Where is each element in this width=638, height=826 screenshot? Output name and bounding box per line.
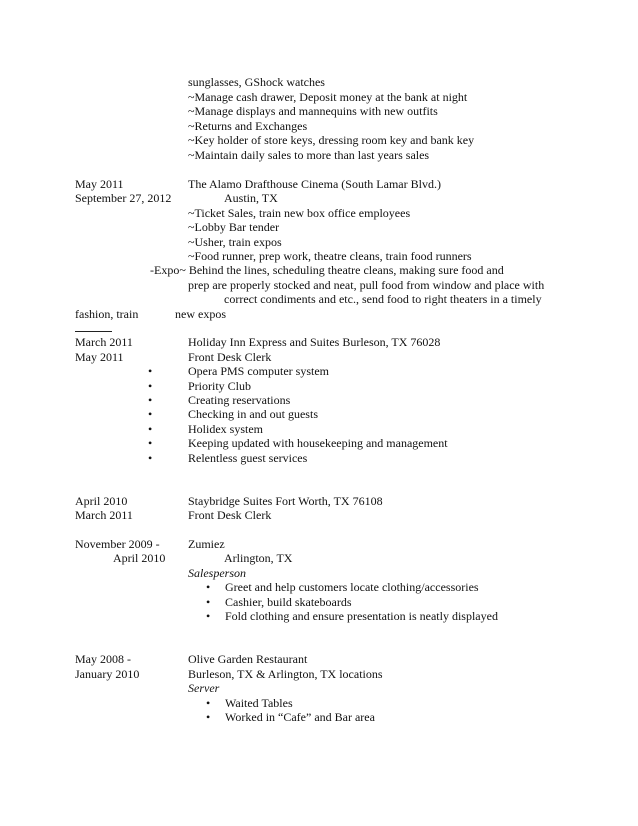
section-divider <box>75 331 112 332</box>
bullet-icon: • <box>206 609 211 623</box>
zumiez-item: Fold clothing and ensure presentation is neatly displayed <box>225 609 498 623</box>
bullet-icon: • <box>148 436 153 450</box>
olive-date-start: May 2008 - <box>75 652 131 666</box>
alamo-duty: ~Ticket Sales, train new box office employees <box>188 206 411 220</box>
bullet-icon: • <box>148 393 153 407</box>
zumiez-employer: Zumiez <box>188 537 225 551</box>
holiday-item: Relentless guest services <box>188 451 308 465</box>
olive-item: Waited Tables <box>225 696 293 710</box>
bullet-icon: • <box>148 407 153 421</box>
staybridge-date-end: March 2011 <box>75 508 133 522</box>
alamo-location: Austin, TX <box>224 191 278 205</box>
alamo-duty: ~Food runner, prep work, theatre cleans, train food runners <box>188 249 472 263</box>
retail-duty-line: sunglasses, GShock watches <box>188 75 325 89</box>
zumiez-date-start: November 2009 - <box>75 537 160 551</box>
alamo-expo-cont: new expos <box>175 307 226 321</box>
zumiez-item: Greet and help customers locate clothing/accessories <box>225 580 479 594</box>
holiday-item: Keeping updated with housekeeping and management <box>188 436 448 450</box>
holiday-title: Front Desk Clerk <box>188 350 272 364</box>
holiday-item: Holidex system <box>188 422 263 436</box>
alamo-date-start: May 2011 <box>75 177 124 191</box>
bullet-icon: • <box>206 710 211 724</box>
zumiez-location: Arlington, TX <box>224 551 293 565</box>
bullet-icon: • <box>148 379 153 393</box>
alamo-duty: ~Lobby Bar tender <box>188 220 280 234</box>
alamo-employer: The Alamo Drafthouse Cinema (South Lamar Blvd.) <box>188 177 441 191</box>
zumiez-title: Salesperson <box>188 566 246 580</box>
olive-item: Worked in “Cafe” and Bar area <box>225 710 375 724</box>
holiday-item: Opera PMS computer system <box>188 364 329 378</box>
staybridge-employer: Staybridge Suites Fort Worth, TX 76108 <box>188 494 383 508</box>
holiday-date-start: March 2011 <box>75 335 133 349</box>
alamo-expo-cont: fashion, train <box>75 307 139 321</box>
bullet-icon: • <box>206 595 211 609</box>
retail-duty-line: ~Manage displays and mannequins with new outfits <box>188 104 438 118</box>
olive-employer: Olive Garden Restaurant <box>188 652 308 666</box>
retail-duty-line: ~Key holder of store keys, dressing room key and bank key <box>188 133 475 147</box>
retail-duty-line: ~Manage cash drawer, Deposit money at the bank at night <box>188 90 468 104</box>
bullet-icon: • <box>148 422 153 436</box>
alamo-expo-cont: correct condiments and etc., send food to right theaters in a timely <box>224 292 542 306</box>
holiday-item: Priority Club <box>188 379 252 393</box>
staybridge-date-start: April 2010 <box>75 494 128 508</box>
alamo-duty: ~Usher, train expos <box>188 235 282 249</box>
bullet-icon: • <box>206 696 211 710</box>
retail-duty-line: ~Returns and Exchanges <box>188 119 308 133</box>
olive-title: Server <box>188 681 220 695</box>
holiday-date-end: May 2011 <box>75 350 124 364</box>
bullet-icon: • <box>206 580 211 594</box>
bullet-icon: • <box>148 364 153 378</box>
zumiez-item: Cashier, build skateboards <box>225 595 352 609</box>
alamo-expo-cont: prep are properly stocked and neat, pull food from window and place with <box>188 278 545 292</box>
zumiez-date-end: April 2010 <box>113 551 166 565</box>
holiday-item: Creating reservations <box>188 393 291 407</box>
bullet-icon: • <box>148 451 153 465</box>
alamo-expo-line: -Expo~ Behind the lines, scheduling theatre cleans, making sure food and <box>150 263 504 277</box>
staybridge-title: Front Desk Clerk <box>188 508 272 522</box>
holiday-employer: Holiday Inn Express and Suites Burleson, TX 76028 <box>188 335 441 349</box>
olive-date-end: January 2010 <box>75 667 140 681</box>
retail-duty-line: ~Maintain daily sales to more than last years sales <box>188 148 430 162</box>
holiday-item: Checking in and out guests <box>188 407 318 421</box>
olive-location: Burleson, TX & Arlington, TX locations <box>188 667 383 681</box>
alamo-date-end: September 27, 2012 <box>75 191 172 205</box>
